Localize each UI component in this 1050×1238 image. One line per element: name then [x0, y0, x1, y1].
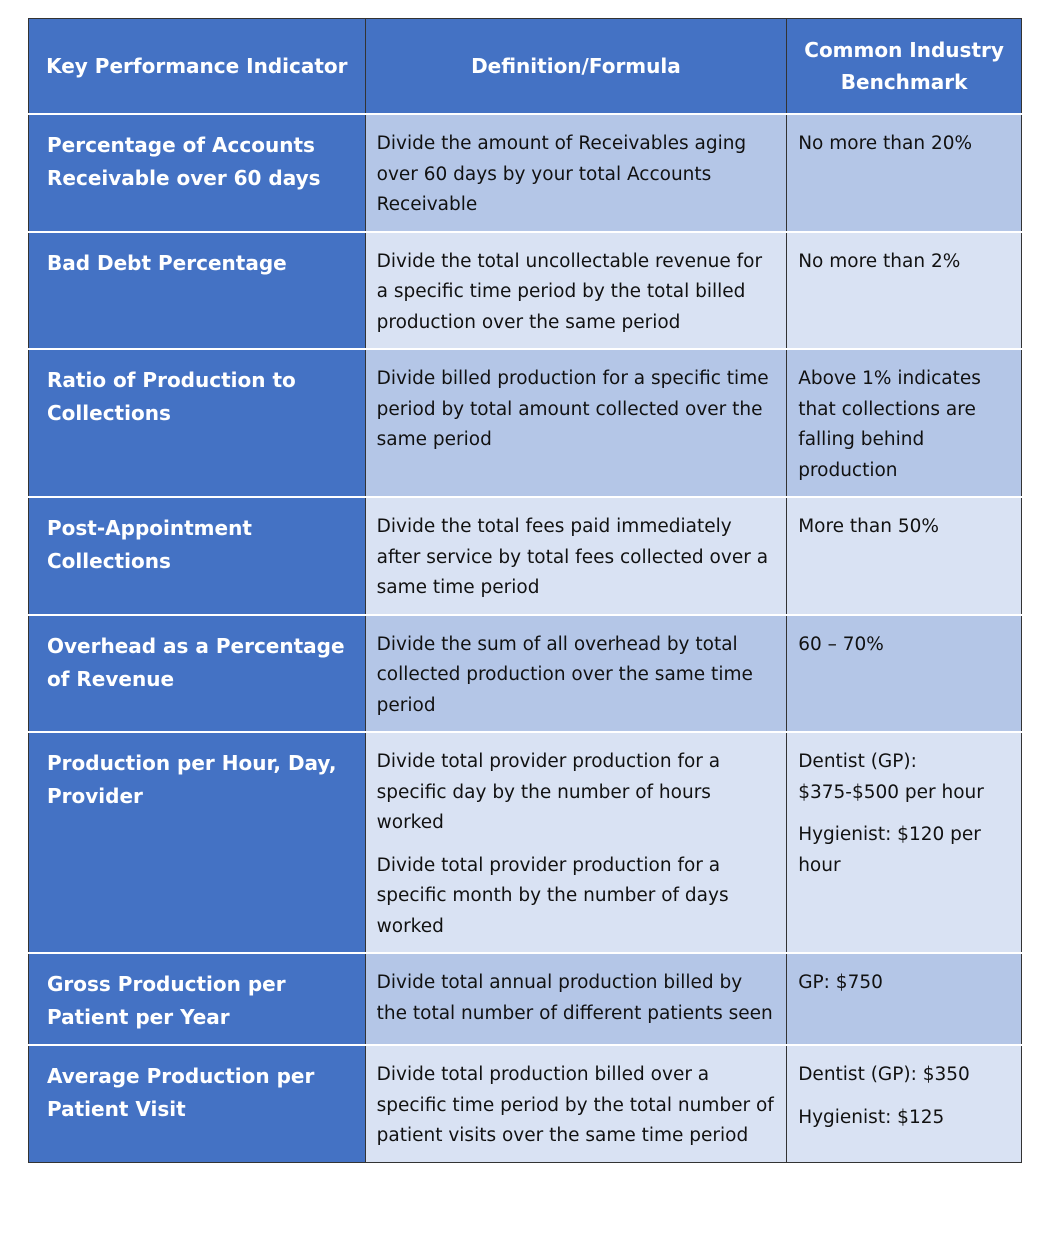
benchmark-text: No more than 20% [798, 133, 973, 154]
definition-cell [365, 1045, 787, 1162]
definition-cell [365, 732, 787, 953]
benchmark-cell [787, 497, 1022, 615]
definition-text: Divide the sum of all overhead by total collected production over the same time period [376, 633, 753, 716]
benchmark-text: Dentist (GP): $375-$500 per hour [798, 751, 984, 803]
table-row [29, 349, 1022, 497]
definition-text: Divide total provider production for a specific day by the number of hours worked [376, 751, 721, 833]
definition-text: Divide total annual production billed by the total number of different patients seen [376, 972, 773, 1024]
kpi-cell: Average Production per Patient Visit [29, 1045, 366, 1162]
definition-text: Divide billed production for a specific time period by total amount collected over the same period [376, 368, 769, 450]
kpi-cell: Overhead as a Percentage of Revenue [29, 615, 366, 733]
benchmark-text: 60 – 70% [798, 633, 884, 655]
benchmark-cell [787, 615, 1022, 733]
header-benchmark: Common Industry Benchmark [787, 19, 1022, 115]
benchmark-text: Hygienist: $120 per hour [798, 824, 981, 876]
kpi-cell: Percentage of Accounts Receivable over 60 days [29, 114, 366, 232]
benchmark-cell [787, 953, 1022, 1045]
benchmark-cell [787, 1045, 1022, 1162]
table-row [29, 497, 1022, 615]
table-row [29, 232, 1022, 350]
kpi-cell: Bad Debt Percentage [29, 232, 366, 350]
definition-text: Divide total production billed over a specific time period by the total number of patient visits over the same time period [376, 1064, 774, 1146]
definition-cell [365, 114, 787, 232]
definition-cell [365, 953, 787, 1045]
definition-cell [365, 615, 787, 733]
table-row [29, 732, 1022, 953]
kpi-cell: Production per Hour, Day, Provider [29, 732, 366, 953]
benchmark-text: GP: $750 [798, 972, 883, 993]
benchmark-cell [787, 349, 1022, 497]
definition-text: Divide the total uncollectable revenue for a specific time period by the total billed production over the same period [376, 250, 763, 333]
kpi-cell: Post-Appointment Collections [29, 497, 366, 615]
benchmark-text: No more than 2% [798, 250, 961, 272]
table-row [29, 114, 1022, 232]
benchmark-text: Dentist (GP): $350 [798, 1064, 970, 1085]
definition-text: Divide the total fees paid immediately after service by total fees collected over a same time period [376, 516, 769, 598]
table-row [29, 615, 1022, 733]
kpi-cell: Gross Production per Patient per Year [29, 953, 366, 1045]
definition-cell [365, 497, 787, 615]
header-definition: Definition/Formula [365, 19, 787, 115]
benchmark-text: More than 50% [798, 516, 939, 537]
table-row [29, 953, 1022, 1045]
header-row [29, 19, 1022, 115]
kpi-table [28, 18, 1022, 1163]
definition-cell [365, 232, 787, 350]
kpi-cell: Ratio of Production to Collections [29, 349, 366, 497]
benchmark-cell [787, 114, 1022, 232]
header-kpi: Key Performance Indicator [29, 19, 366, 115]
table-row [29, 1045, 1022, 1162]
benchmark-text: Above 1% indicates that collections are falling behind production [798, 368, 981, 481]
benchmark-text: Hygienist: $125 [798, 1106, 945, 1128]
benchmark-cell [787, 232, 1022, 350]
definition-text: Divide total provider production for a specific month by the number of days worked [376, 854, 729, 937]
definition-cell [365, 349, 787, 497]
benchmark-cell [787, 732, 1022, 953]
definition-text: Divide the amount of Receivables aging over 60 days by your total Accounts Receivable [376, 133, 747, 215]
